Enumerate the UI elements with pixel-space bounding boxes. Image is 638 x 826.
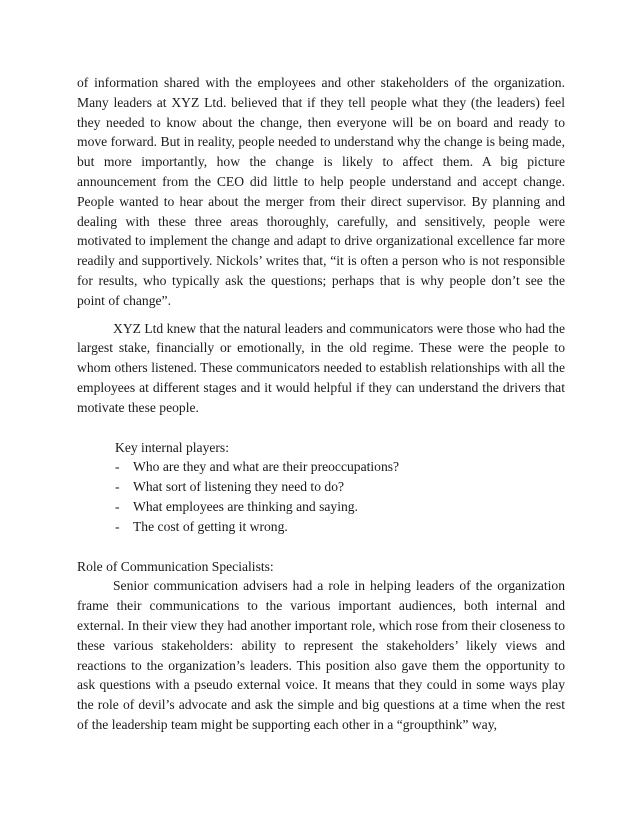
key-players-list bbox=[77, 438, 565, 537]
list-item bbox=[115, 477, 565, 497]
list-item-text: The cost of getting it wrong. bbox=[133, 518, 288, 534]
list-item bbox=[115, 457, 565, 477]
list-item-text: What sort of listening they need to do? bbox=[133, 479, 345, 495]
list-marker: - bbox=[115, 459, 120, 475]
list-title: Key internal players: bbox=[115, 439, 229, 455]
list-marker: - bbox=[115, 518, 120, 534]
paragraph-3: Senior communication advisers had a role in helping leaders of the organization frame their communications to the various important audiences, both internal and external. In their view they had another important role, which rose from their closeness to these various stakeholders: ability to represent the stakeholders’ likely views and reactions to the organization’s leaders. This position also gave them the opportunity to ask questions with a pseudo external voice. It means that they could in some ways play the role of devil’s advocate and ask the simple and big questions at a time when the rest of the leadership team might be supporting each other in a “groupthink” way, bbox=[77, 578, 565, 732]
list-item bbox=[115, 517, 565, 537]
list-item-text: Who are they and what are their preoccupations? bbox=[133, 459, 400, 475]
dash-list bbox=[115, 457, 565, 536]
text-column bbox=[77, 73, 565, 735]
list-marker: - bbox=[115, 479, 120, 495]
paragraph-1: of information shared with the employees and other stakeholders of the organization. Many leaders at XYZ Ltd. believed that if they tell people what they (the leaders) feel they needed to know about the change, then everyone will be on board and ready to move forward. But in reality, people needed to understand why the change is being made, but more importantly, how the change is likely to affect them. A big picture announcement from the CEO did little to help people understand and accept change. People wanted to hear about the merger from their direct supervisor. By planning and dealing with these three areas thoroughly, carefully, and sensitively, people were motivated to implement the change and adapt to drive organizational excellence far more readily and supportively. Nickols’ writes that, “it is often a person who is not responsible for results, who typically ask the questions; perhaps that is why people don’t see the point of change”. bbox=[77, 75, 565, 308]
list-item bbox=[115, 497, 565, 517]
paragraph-2: XYZ Ltd knew that the natural leaders and communicators were those who had the largest stake, financially or emotionally, in the old regime. These were the people to whom others listened. These communicators needed to establish relationships with all the employees at different stages and it would helpful if they can understand the drivers that motivate these people. bbox=[77, 320, 565, 415]
list-marker: - bbox=[115, 498, 120, 514]
section-heading: Role of Communication Specialists: bbox=[77, 558, 274, 574]
list-item-text: What employees are thinking and saying. bbox=[133, 498, 358, 514]
